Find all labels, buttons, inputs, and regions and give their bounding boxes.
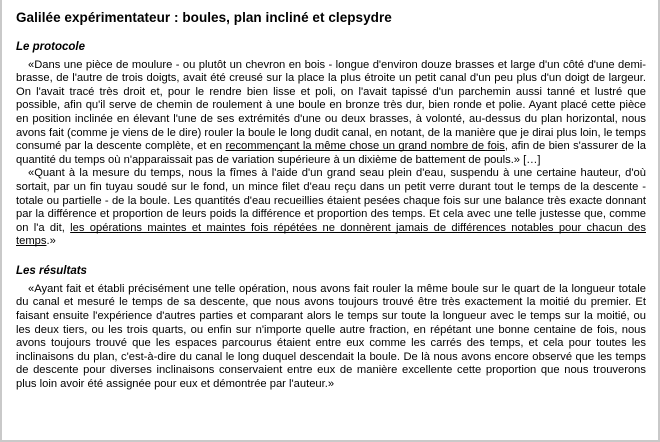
section-heading-protocole: Le protocole: [16, 40, 86, 53]
section-resultats: [16, 265, 646, 392]
underlined-text: recommençant la même chose un grand nombre de fois: [225, 140, 505, 153]
text-run: , afin de bien s'assurer de la quantité du temps où n'apparaissait pas de variation supérieure à un dixième de battement de pouls.» […]: [16, 140, 646, 166]
section-protocole: [16, 41, 646, 249]
section-heading-resultats: Les résultats: [16, 264, 87, 277]
underlined-text: les opérations maintes et maintes fois répétées ne donnèrent jamais de différences notables pour chacun des temps: [16, 221, 646, 248]
text-run: «Quant à la mesure du temps, nous la fîmes à l'aide d'un grand seau plein d'eau, suspendu à une certaine hauteur, d'où sortait, par un fin tuyau soudé sur le fond, un mince filet d'eau reçu dans un petit verre durant tout le temps de la descente - totale ou partielle - de la boule. Les quantités d'eau recueillies étaient pesées chaque fois sur une balance très exacte donnant par la différence et proportion de leurs poids la différence et proportion des temps. Et cela avec une telle justesse que, comme on l'a dit,: [16, 167, 646, 234]
page-title: Galilée expérimentateur : boules, plan incliné et clepsydre: [16, 10, 392, 25]
paragraph-protocole-1: [16, 59, 646, 168]
text-run: «Ayant fait et établi précisément une telle opération, nous avons fait rouler la même boule sur le quart de la longueur totale du canal et mesuré le temps de sa descente, que nous avons toujours trouvé être très exactement la moitié du premier. Et faisant ensuite l'expérience d'autres parties et comparant alors le temps sur toute la longueur avec le temps sur la moitié, ou les deux tiers, ou les trois quarts, ou enfin sur n'importe quelle autre fraction, en répétant une bonne centaine de fois, nous avons toujours trouvé que les espaces parcourus étaient entre eux comme les carrés des temps, et cela pour toutes les inclinaisons du plan, c'est-à-dire du canal le long duquel descendait la boule. De là nous avons encore observé que les temps de descente pour diverses inclinaisons conservaient entre eux de manière excellente cette proportion que nous trouverons plus loin avoir été assignée pour eux et démontrée par l'auteur.»: [16, 282, 646, 390]
text-run: «Dans une pièce de moulure - ou plutôt un chevron en bois - longue d'environ douze brasses et large d'un côté d'une demi-brasse, de l'autre de trois doigts, avait été creusé sur la place la plus étroite un petit canal d'un peu plus d'un doigt de largeur. On l'avait tracé très droit et, pour le rendre bien lisse et poli, on l'avait tapissé d'un parchemin aussi tanné et lustré que possible, afin qu'il serve de chemin de roulement à une boule en bronze très dur, bien ronde et polie. Ayant placé cette pièce en position inclinée en élevant l'une de ses extrémités d'une ou deux brasses, à volonté, au-dessus du plan horizontal, nous avons fait (comme je viens de le dire) rouler la boule le long dudit canal, en notant, de la manière que je dirai plus loin, le temps consumé par la descente complète, et en: [16, 58, 646, 153]
paragraph-resultats-1: [16, 283, 646, 392]
text-run: .»: [46, 235, 56, 248]
paragraph-protocole-2: [16, 167, 646, 249]
